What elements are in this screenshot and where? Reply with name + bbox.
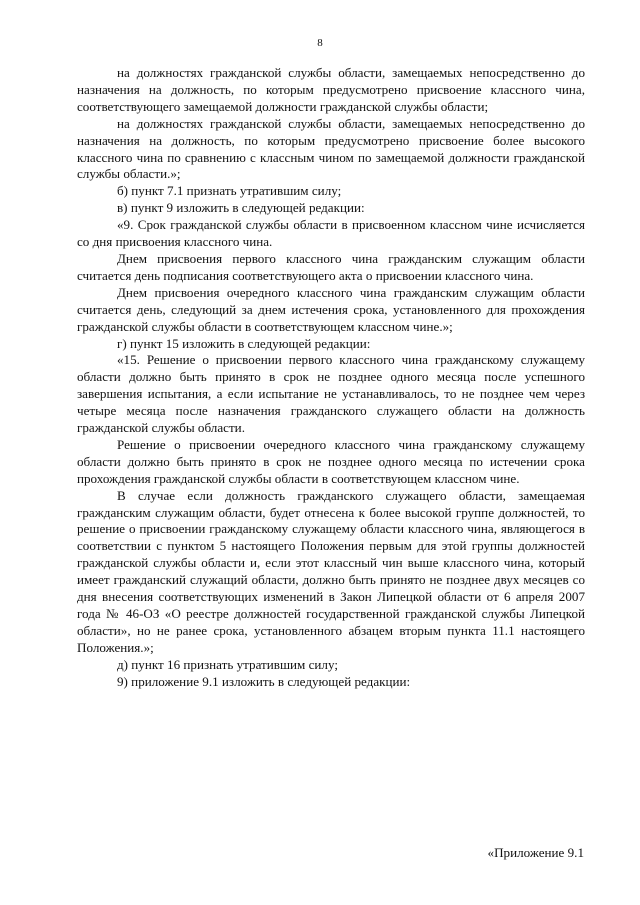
- paragraph: в) пункт 9 изложить в следующей редакции:: [117, 200, 365, 216]
- paragraph: 9) приложение 9.1 изложить в следующей редакции:: [117, 673, 411, 689]
- paragraph: г) пункт 15 изложить в следующей редакции:: [117, 335, 371, 351]
- document-body: [77, 65, 585, 691]
- paragraph: Решение о присвоении очередного классного чина гражданскому служащему области должно быть принято в срок не позднее одного месяца по истечении срока прохождения гражданской службы области в соответствующем классном чине.: [77, 436, 585, 486]
- paragraph: Днем присвоения очередного классного чина гражданским служащим области считается день, следующий за днем истечения срока, установленного для прохождения гражданской службы области в соответствующем классном чине.»;: [77, 284, 585, 334]
- page-number: 8: [317, 37, 323, 49]
- annex-label: «Приложение 9.1: [487, 845, 584, 860]
- paragraph: «15. Решение о присвоении первого классного чина гражданскому служащему области должно быть принято в срок не позднее одного месяца после успешного завершения испытания, а если испытание не устанавливалось, то не позднее чем через четыре месяца после назначения гражданского служащего области на должность гражданской службы области.: [77, 352, 585, 436]
- paragraph: Днем присвоения первого классного чина гражданским служащим области считается день подписания соответствующего акта о присвоении классного чина.: [77, 250, 585, 283]
- paragraph: б) пункт 7.1 признать утратившим силу;: [117, 183, 342, 199]
- paragraph: д) пункт 16 признать утратившим силу;: [117, 656, 338, 672]
- paragraph: В случае если должность гражданского служащего области, замещаемая гражданским служащим области, будет отнесена к более высокой группе должностей, то решение о присвоении гражданскому служащему области классного чина, являющегося в соответствии с пунктом 5 настоящего Положения первым для этой группы должностей гражданской службы области и, если этот классный чин выше классного чина, который имеет гражданский служащий области, должно быть принято не позднее двух месяцев со дня внесения соответствующих изменений в Закон Липецкой области от 6 апреля 2007 года № 46-ОЗ «О реестре должностей государственной гражданской службы Липецкой области», но не ранее срока, установленного абзацем вторым пункта 11.1 настоящего Положения.»;: [77, 487, 585, 655]
- paragraph: на должностях гражданской службы области, замещаемых непосредственно до назначения на должность, по которым предусмотрено присвоение классного чина, соответствующего замещаемой должности гражданской службы области;: [77, 65, 585, 114]
- paragraph: «9. Срок гражданской службы области в присвоенном классном чине исчисляется со дня присвоения классного чина.: [77, 217, 585, 250]
- paragraph: на должностях гражданской службы области, замещаемых непосредственно до назначения на должность, по которым предусмотрено присвоение более высокого классного чина по сравнению с классным чином по замещаемой должности гражданской службы области.»;: [77, 115, 585, 182]
